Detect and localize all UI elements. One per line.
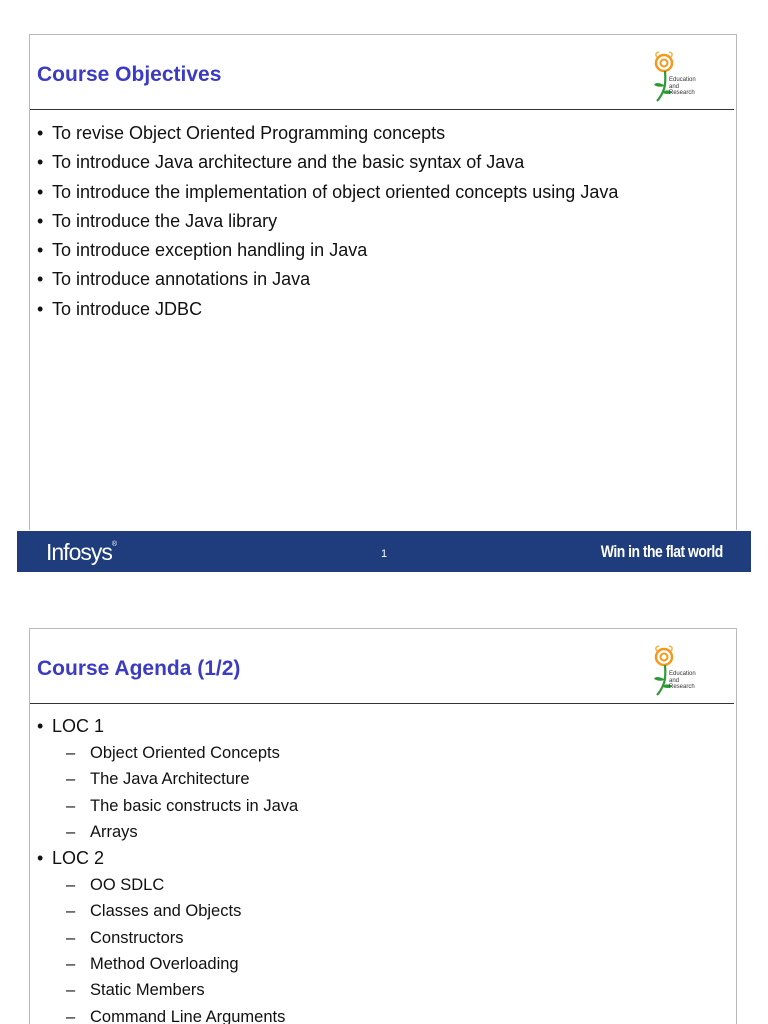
slide-title: Course Objectives [37,63,222,86]
education-research-logo [652,51,712,105]
agenda-subtopics [52,740,298,845]
list-item: – Constructors [52,925,298,951]
list-item: • To introduce annotations in Java [37,265,618,294]
logo-caption: Education and Research [669,77,696,96]
list-item: – Object Oriented Concepts [52,740,298,766]
list-item: – Command Line Arguments [52,1004,298,1024]
list-item: • To revise Object Oriented Programming concepts [37,119,618,148]
slide-course-agenda [29,628,737,1024]
objectives-list [37,119,618,324]
agenda-section: • LOC 1 – Object Oriented Concepts – The Java Architecture – The basic constructs in Java – Arrays [37,713,298,845]
slide-title: Course Agenda (1/2) [37,657,241,680]
list-item: – Method Overloading [52,951,298,977]
list-item: • To introduce the Java library [37,207,618,236]
slide-footer-bar [17,531,751,572]
list-item: • To introduce Java architecture and the basic syntax of Java [37,148,618,177]
list-item: – Classes and Objects [52,898,298,924]
list-item: • To introduce the implementation of object oriented concepts using Java [37,178,618,207]
page-number: 1 [381,548,388,560]
list-item: – The basic constructs in Java [52,793,298,819]
agenda-section: • LOC 2 – OO SDLC – Classes and Objects – Constructors – Method Overloading – Static Members – Command Line Arguments [37,845,298,1024]
logo-caption: Education and Research [669,671,696,690]
slide-course-objectives [29,34,737,530]
education-research-logo [652,645,712,699]
title-divider [30,109,734,110]
agenda-subtopics [52,872,298,1024]
list-item: – OO SDLC [52,872,298,898]
infosys-logo: Infosys® [46,539,117,565]
list-item: – Arrays [52,819,298,845]
list-item: • To introduce exception handling in Java [37,236,618,265]
agenda-list [37,713,298,1024]
list-item: – Static Members [52,977,298,1003]
title-divider [30,703,734,704]
list-item: – The Java Architecture [52,766,298,792]
tagline: Win in the flat world [601,542,723,561]
list-item: • To introduce JDBC [37,295,618,324]
